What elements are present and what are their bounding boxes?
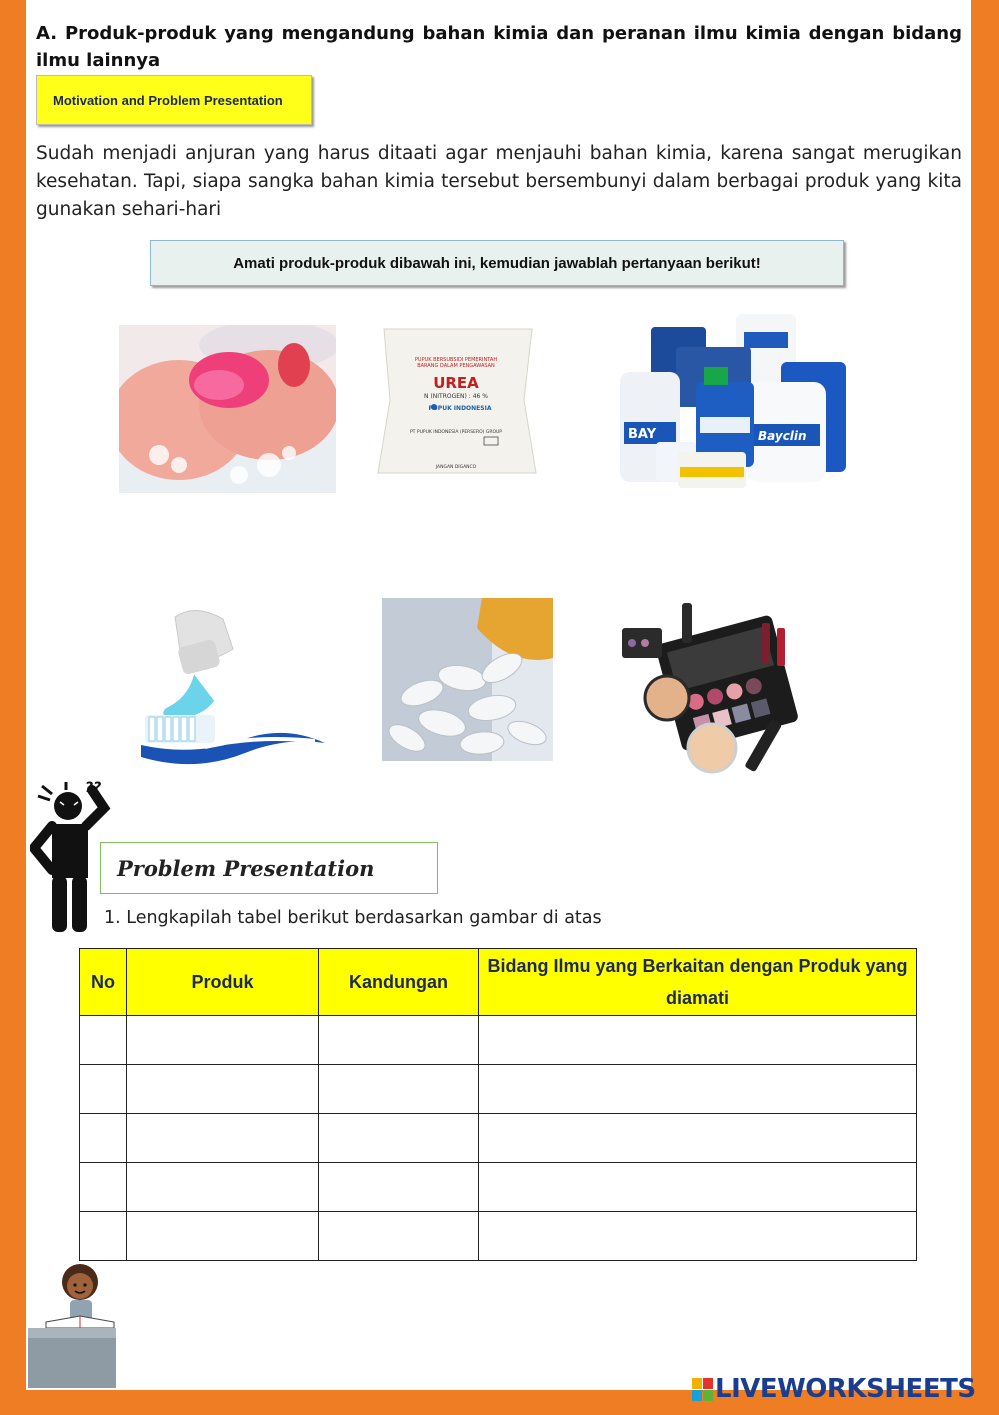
table-row [80,1016,917,1065]
pills-image [382,598,553,761]
urea-top-text: PUPUK BERSUBSIDI PEMERINTAH [414,357,498,363]
cell-bidang-ilmu[interactable] [479,1114,917,1163]
header-produk: Produk [127,949,319,1016]
section-title: A. Produk-produk yang mengandung bahan kimia dan peranan ilmu kimia dengan bidang ilmu lainnya [36,23,962,71]
cell-produk[interactable] [127,1212,319,1261]
cell-bidang-ilmu[interactable] [479,1016,917,1065]
cell-bidang-ilmu[interactable] [479,1212,917,1261]
urea-brand-text: UREA [433,374,479,392]
liveworksheets-logo [692,1372,976,1406]
urea-company-text: PUPUK INDONESIA [428,405,492,412]
table-row [80,1065,917,1114]
table-row [80,1163,917,1212]
student-reading-icon [28,1260,118,1388]
svg-text:??: ?? [85,780,102,796]
logo-text: LIVEWORKSHEETS [715,1374,976,1404]
intro-paragraph: Sudah menjadi anjuran yang harus ditaati agar menjauhi bahan kimia, karena sangat merugikan kesehatan. Tapi, siapa sangka bahan kimia tersebut bersembunyi dalam berbagai produk yang kita gunakan sehari-hari [36,143,962,220]
bleach-products-image [616,312,851,494]
left-border [0,0,26,1390]
cell-produk[interactable] [127,1016,319,1065]
handwashing-image [119,325,336,493]
urea-bottom-text: JANGAN DIGANCO [435,465,477,470]
cell-bidang-ilmu[interactable] [479,1163,917,1212]
right-border [971,0,999,1390]
cell-kandungan[interactable] [319,1065,479,1114]
cell-no[interactable] [80,1065,127,1114]
cell-kandungan[interactable] [319,1163,479,1212]
cell-kandungan[interactable] [319,1114,479,1163]
header-no: No [80,949,127,1016]
header-bidang-ilmu: Bidang Ilmu yang Berkaitan dengan Produk yang diamati [479,949,917,1016]
cosmetics-image [607,598,839,796]
logo-mark-icon [692,1378,713,1401]
toothpaste-image [135,607,327,772]
motivation-label: Motivation and Problem Presentation [36,75,312,125]
table-row [80,1114,917,1163]
cell-kandungan[interactable] [319,1016,479,1065]
urea-fertilizer-image [372,325,540,477]
cell-produk[interactable] [127,1065,319,1114]
urea-maker-text: PT PUPUK INDONESIA (PERSERO) GROUP [409,430,503,435]
header-kandungan: Kandungan [319,949,479,1016]
cell-produk[interactable] [127,1163,319,1212]
cell-no[interactable] [80,1114,127,1163]
answer-table [79,948,917,1261]
cell-produk[interactable] [127,1114,319,1163]
table-header-row [80,949,917,1016]
cell-no[interactable] [80,1163,127,1212]
table-row [80,1212,917,1261]
cell-bidang-ilmu[interactable] [479,1065,917,1114]
svg-text:BAY: BAY [628,427,657,442]
cell-no[interactable] [80,1212,127,1261]
question-text: 1. Lengkapilah tabel berikut berdasarkan gambar di atas [104,908,602,928]
cell-no[interactable] [80,1016,127,1065]
cell-kandungan[interactable] [319,1212,479,1261]
urea-nitrogen-text: N (NITROGEN) : 46 % [424,393,488,400]
bleach-brand-text: Bayclin [758,429,807,443]
problem-presentation-label: Problem Presentation [100,842,438,894]
instruction-box: Amati produk-produk dibawah ini, kemudian jawablah pertanyaan berikut! [150,240,844,286]
urea-top2-text: BARANG DALAM PENGAWASAN [417,363,495,369]
